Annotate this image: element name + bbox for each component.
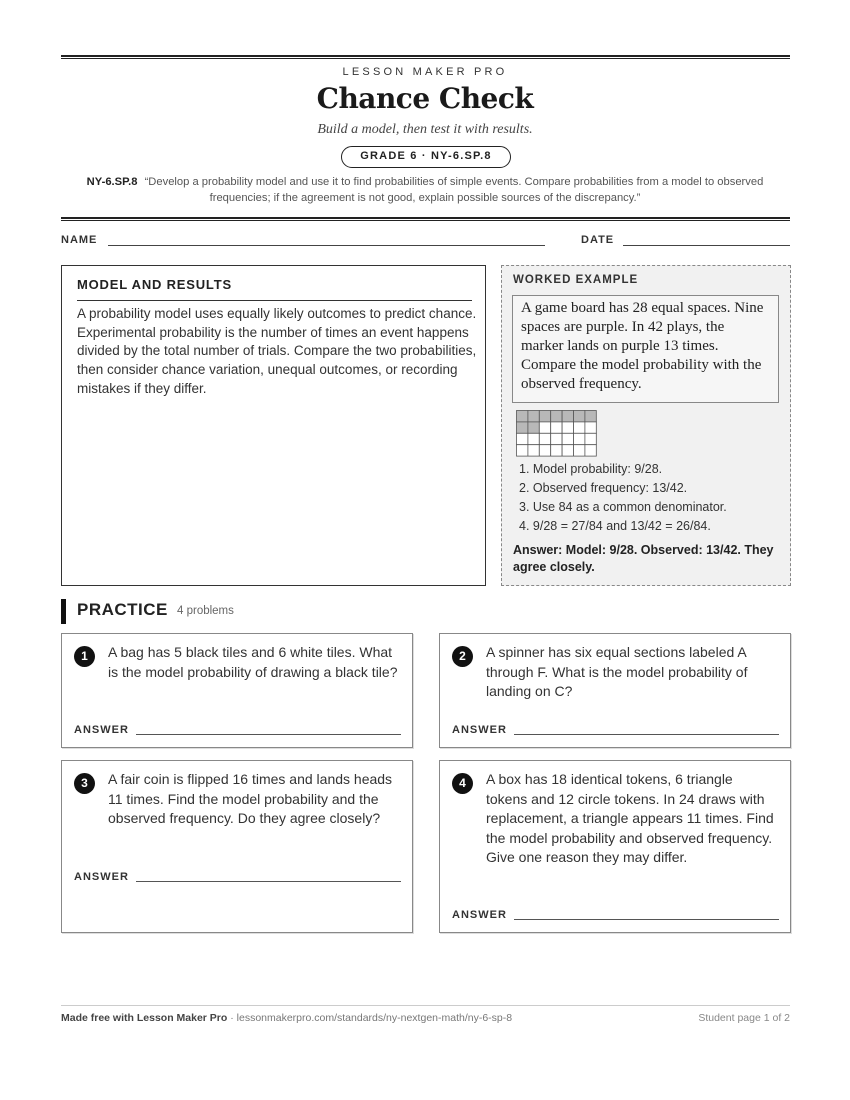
answer-label: ANSWER — [452, 909, 507, 921]
worked-example-panel — [501, 265, 791, 586]
standard-code: NY-6.SP.8 — [86, 176, 138, 188]
grid-cell-shaded — [574, 411, 585, 422]
problem-number: 4 — [452, 773, 473, 794]
footer-url[interactable]: · lessonmakerpro.com/standards/ny-nextgen-math/ny-6-sp-8 — [227, 1012, 513, 1024]
header-bottom-rule — [61, 217, 790, 221]
grid-cell — [574, 422, 585, 433]
answer-label: ANSWER — [74, 724, 129, 736]
example-steps — [519, 460, 727, 536]
problem-text: A fair coin is flipped 16 times and lands heads 11 times. Find the model probability and the observed frequency. Do they agree closely? — [108, 771, 393, 826]
problem-card-3 — [61, 760, 413, 933]
answer-field[interactable] — [514, 919, 779, 920]
problem-number: 1 — [74, 646, 95, 667]
problem-card-2 — [439, 633, 791, 748]
problem-text: A spinner has six equal sections labeled A through F. What is the model probability of landing on C? — [486, 644, 748, 699]
grid-cell — [551, 445, 562, 456]
problem-number: 2 — [452, 646, 473, 667]
page-title: Chance Check — [316, 82, 534, 115]
practice-count: 4 problems — [177, 605, 234, 617]
grid-cell — [574, 445, 585, 456]
grid-cell — [539, 445, 550, 456]
grid-cell-shaded — [517, 422, 528, 433]
footer-page-number: Student page 1 of 2 — [698, 1012, 790, 1024]
practice-accent-bar — [61, 599, 66, 624]
name-label: NAME — [61, 234, 98, 246]
grid-cell — [517, 445, 528, 456]
grid-cell-shaded — [528, 422, 539, 433]
example-step: 3. Use 84 as a common denominator. — [519, 500, 727, 514]
footer-made-with: Made free with Lesson Maker Pro — [61, 1012, 228, 1024]
game-board-grid — [516, 410, 600, 458]
example-heading: WORKED EXAMPLE — [513, 274, 639, 286]
practice-heading: PRACTICE — [77, 600, 168, 619]
grid-cell-shaded — [539, 411, 550, 422]
top-double-rule — [61, 55, 790, 59]
date-field[interactable] — [623, 245, 790, 246]
problem-text: A bag has 5 black tiles and 6 white tiles. What is the model probability of drawing a black tile? — [108, 644, 398, 680]
grid-cell — [551, 433, 562, 444]
example-step: 2. Observed frequency: 13/42. — [519, 481, 688, 495]
example-problem: A game board has 28 equal spaces. Nine spaces are purple. In 42 plays, the marker lands on purple 13 times. Compare the model probability with the observed frequency. — [512, 295, 779, 403]
standard-text: “Develop a probability model and use it to find probabilities of simple events. Compare probabilities from a model to observed frequencies; if the agreement is not good, explain possible sources of the discrepancy.” — [144, 176, 764, 204]
grid-cell-shaded — [562, 411, 573, 422]
problem-number: 3 — [74, 773, 95, 794]
grid-cell-shaded — [517, 411, 528, 422]
problem-card-1 — [61, 633, 413, 748]
answer-field[interactable] — [514, 734, 779, 735]
grid-cell — [562, 445, 573, 456]
grid-cell-shaded — [528, 411, 539, 422]
example-answer: Answer: Model: 9/28. Observed: 13/42. They agree closely. — [513, 543, 774, 574]
problem-text: A box has 18 identical tokens, 6 triangle tokens and 12 circle tokens. In 24 draws with replacement, a triangle appears 11 times. Find the model probability and observed frequency. Give one reason they may differ. — [486, 771, 774, 865]
grid-cell — [562, 422, 573, 433]
footer-credit — [61, 1012, 512, 1024]
answer-label: ANSWER — [452, 724, 507, 736]
footer-rule — [61, 1005, 790, 1006]
date-label: DATE — [581, 234, 615, 246]
page-subtitle: Build a model, then test it with results. — [317, 122, 533, 137]
answer-label: ANSWER — [74, 871, 129, 883]
grid-cell — [574, 433, 585, 444]
grid-cell-shaded — [551, 411, 562, 422]
problem-card-4 — [439, 760, 791, 933]
answer-field[interactable] — [136, 734, 401, 735]
grid-cell — [562, 433, 573, 444]
grid-cell — [585, 433, 596, 444]
grid-cell — [539, 422, 550, 433]
grade-badge: GRADE 6 · NY-6.SP.8 — [341, 146, 511, 168]
grid-cell — [585, 445, 596, 456]
model-heading: MODEL AND RESULTS — [77, 277, 472, 301]
standard-statement — [75, 174, 775, 206]
grid-cell — [528, 433, 539, 444]
grid-cell-shaded — [585, 411, 596, 422]
brand-label: LESSON MAKER PRO — [342, 66, 508, 78]
name-field[interactable] — [108, 245, 545, 246]
grid-cell — [517, 433, 528, 444]
example-step: 4. 9/28 = 27/84 and 13/42 = 26/84. — [519, 519, 711, 533]
grid-cell — [528, 445, 539, 456]
answer-field[interactable] — [136, 881, 401, 882]
example-step: 1. Model probability: 9/28. — [519, 462, 663, 476]
grid-cell — [539, 433, 550, 444]
model-text: A probability model uses equally likely outcomes to predict chance. Experimental probability is the number of times an event happens divided by the total number of trials. Compare the two probabilities, then consider chance variation, unequal outcomes, or recording mistakes if they differ. — [77, 306, 477, 396]
model-and-results-panel — [61, 265, 486, 586]
grid-cell — [551, 422, 562, 433]
grid-cell — [585, 422, 596, 433]
